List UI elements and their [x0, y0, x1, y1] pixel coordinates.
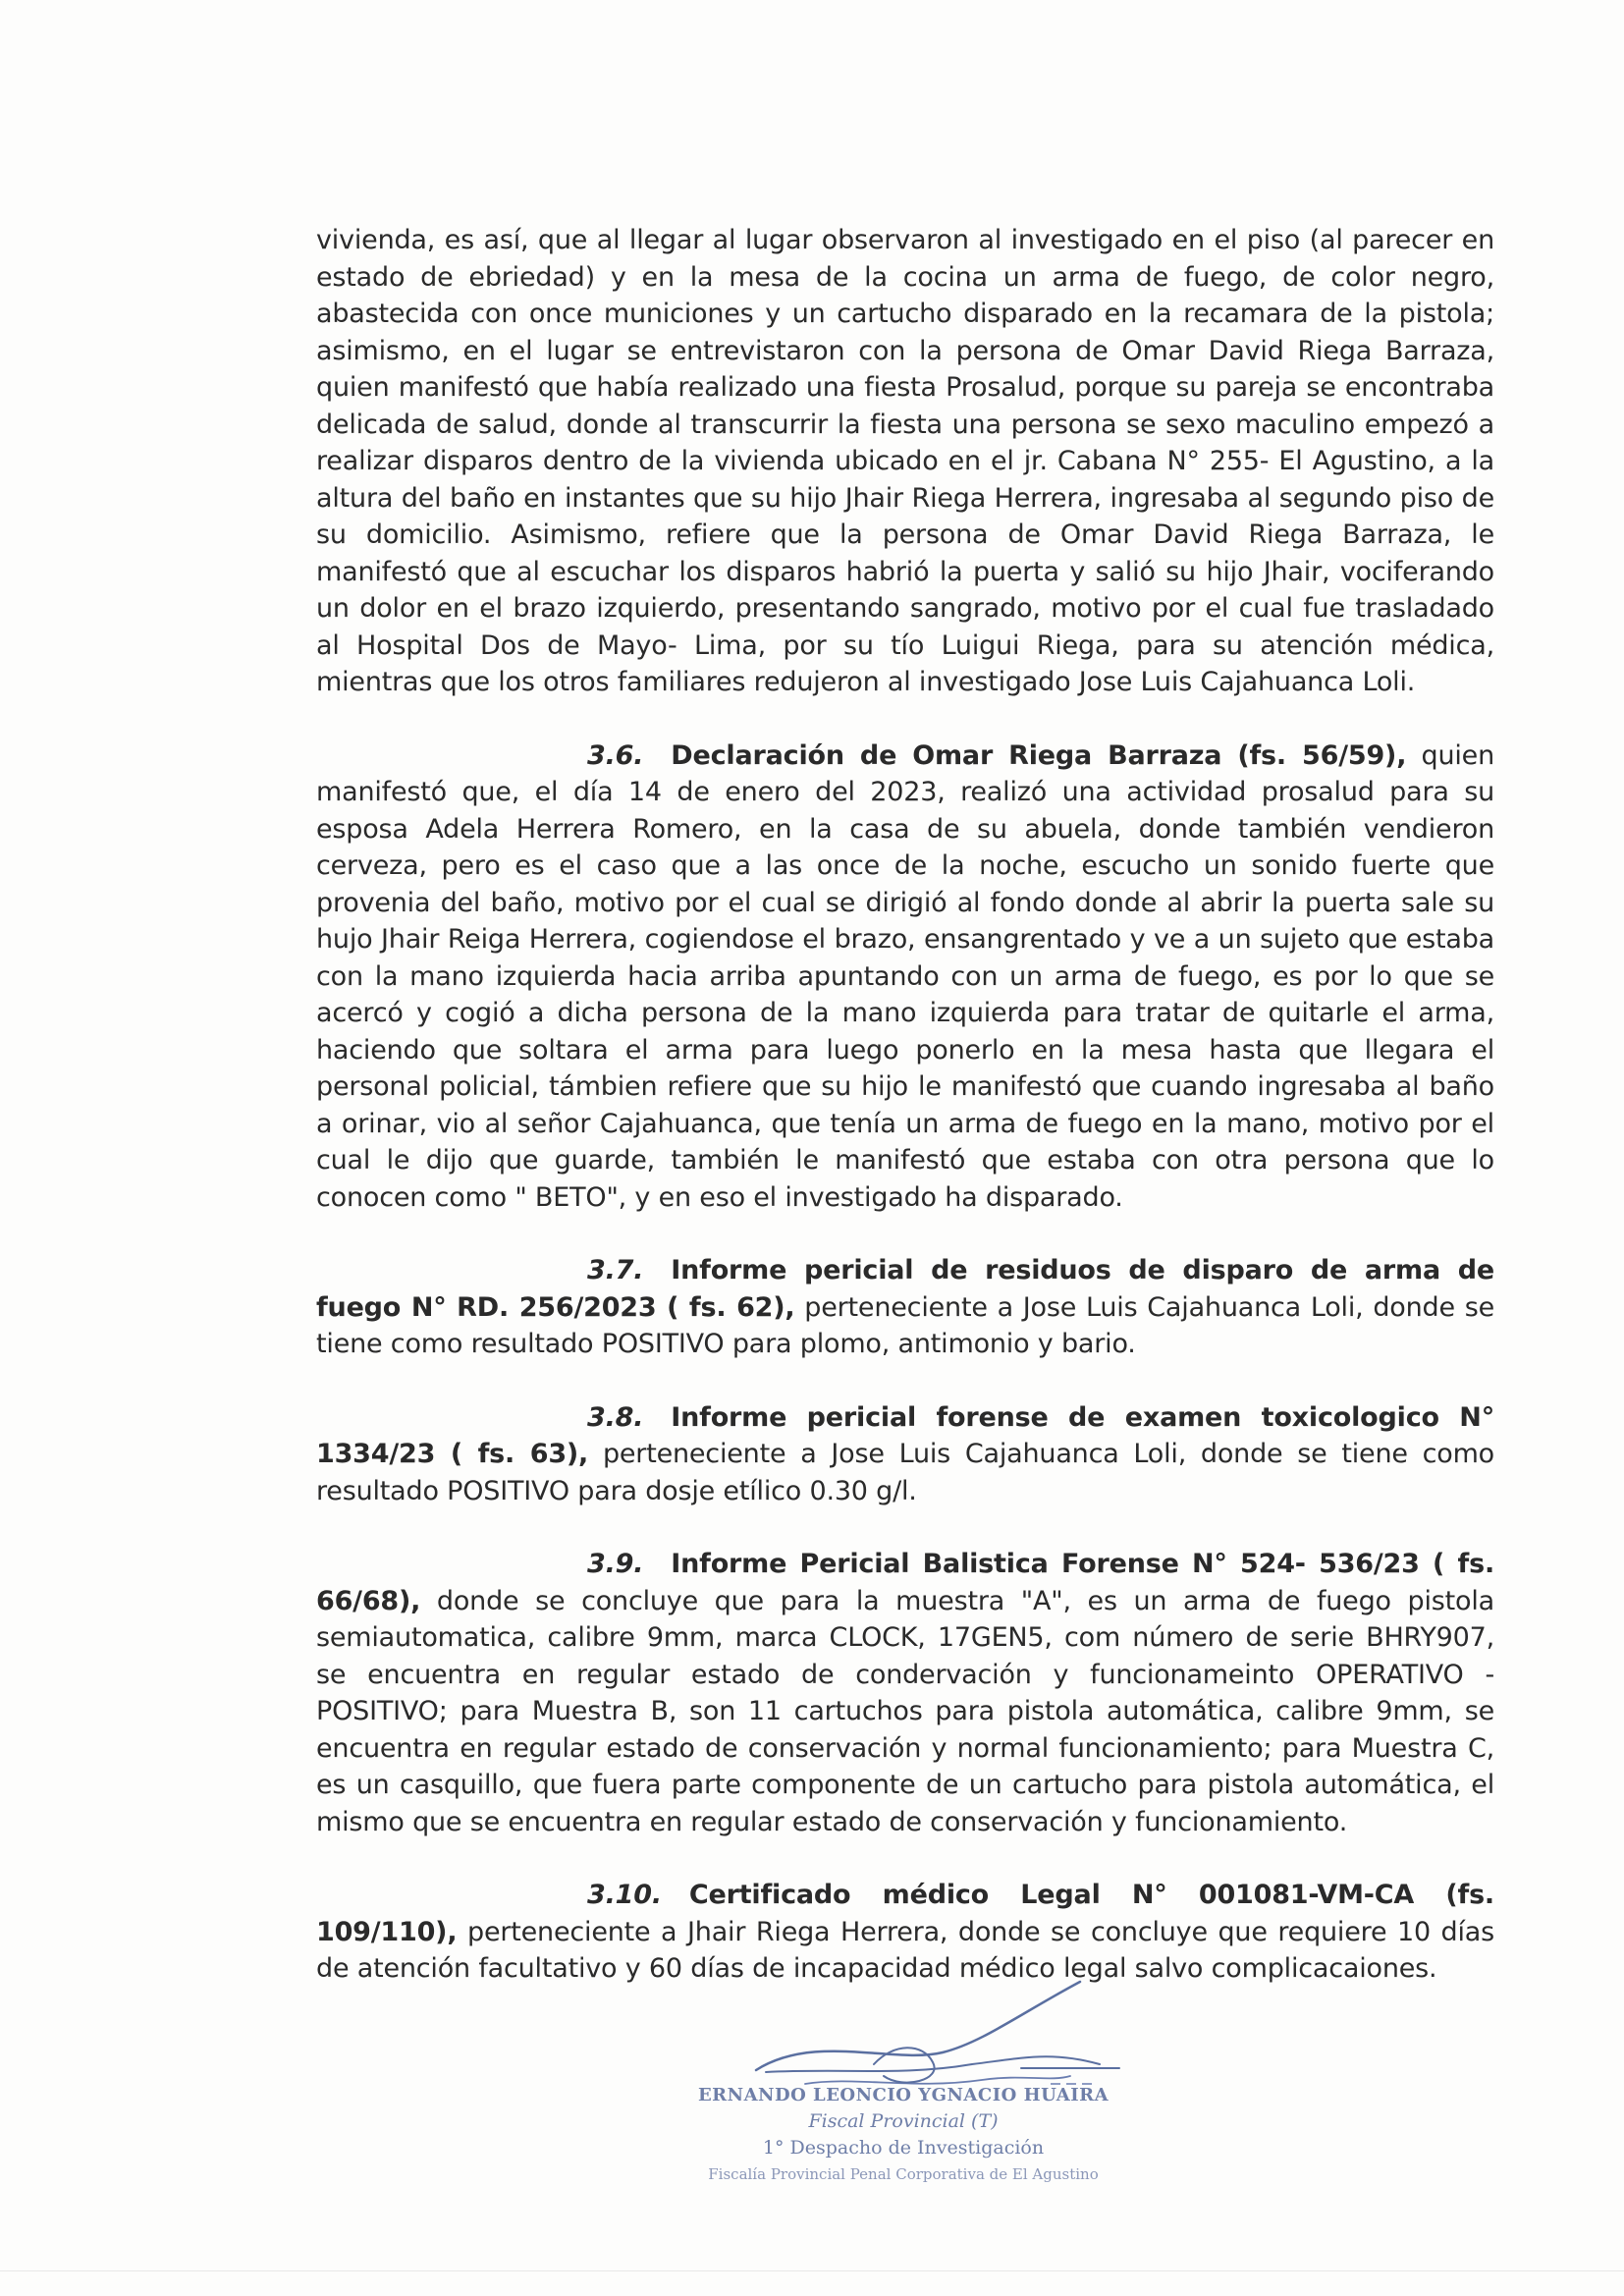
section-heading: Declaración de Omar Riega Barraza (fs. 56/59),: [671, 739, 1407, 771]
section-3-6: [316, 738, 1494, 1217]
section-heading: Informe pericial de residuos de disparo de arma de fuego N° RD. 256/2023 ( fs. 62),: [316, 1255, 1494, 1323]
section-body: perteneciente a Jose Luis Cajahuanca Loli, donde se tiene como resultado POSITIVO para dosje etílico 0.30 g/l.: [316, 1439, 1494, 1506]
stamp-office: 1° Despacho de Investigación: [762, 2137, 1045, 2159]
page-bottom-edge: [0, 2270, 1624, 2271]
official-stamp: [687, 2082, 1119, 2188]
section-heading: Informe Pericial Balistica Forense N° 524- 536/23 ( fs. 66/68),: [316, 1549, 1494, 1616]
section-heading: Certificado médico Legal N° 001081-VM-CA (fs. 109/110),: [316, 1880, 1494, 1947]
intro-paragraph: vivienda, es así, que al llegar al lugar observaron al investigado en el piso (al parecer en estado de ebriedad) y en la mesa de la cocina un arma de fuego, de color negro, abastecida con once municiones y un cartucho disparado en la recamara de la pistola; asimismo, en el lugar se entrevistaron con la persona de Omar David Riega Barraza, quien manifestó que había realizado una fiesta Prosalud, porque su pareja se encontraba delicada de salud, donde al transcurrir la fiesta una persona se sexo maculino empezó a realizar disparos dentro de la vivienda ubicado en el jr. Cabana N° 255- El Agustino, a la altura del baño en instantes que su hijo Jhair Riega Herrera, ingresaba al segundo piso de su domicilio. Asimismo, refiere que la persona de Omar David Riega Barraza, le manifestó que al escuchar los disparos habrió la puerta y salió su hijo Jhair, vociferando un dolor en el brazo izquierdo, presentando sangrado, motivo por el cual fue trasladado al Hospital Dos de Mayo- Lima, por su tío Luigui Riega, para su atención médica, mientras que los otros familiares redujeron al investigado Jose Luis Cajahuanca Loli.: [316, 225, 1494, 697]
signature-stamp-block: [687, 1974, 1119, 2200]
section-number: 3.10.: [587, 1880, 662, 1910]
section-body: perteneciente a Jose Luis Cajahuanca Loli, donde se tiene como resultado POSITIVO para plomo, antimonio y bario.: [316, 1291, 1495, 1359]
section-3-8: [316, 1399, 1494, 1510]
stamp-institution: Fiscalía Provincial Penal Corporativa de El Agustino: [708, 2165, 1099, 2183]
section-body: quien manifestó que, el día 14 de enero del 2023, realizó una actividad prosalud para su esposa Adela Herrera Romero, en la casa de su abuela, donde también vendieron cerveza, pero es el caso que a las once de la noche, escucho un sonido fuerte que provenia del baño, motivo por el cual se dirigió al fondo donde al abrir la puerta sale su hujo Jhair Reiga Herrera, cogiendose el brazo, ensangrentado y ve a un sujeto que estaba con la mano izquierda hacia arriba apuntando con un arma de fuego, es por lo que se acercó y cogió a dicha persona de la mano izquierda para tratar de quitarle el arma, haciendo que soltara el arma para luego ponerlo en la mesa hasta que llegara el personal policial, támbien refiere que su hijo le manifestó que cuando ingresaba al baño a orinar, vio al señor Cajahuanca, que tenía un arma de fuego en la mano, motivo por el cual le dijo que guarde, también le manifestó que estaba con otra persona que lo conocen como " BETO", y en eso el investigado ha disparado.: [316, 739, 1494, 1213]
section-number: 3.7.: [587, 1255, 644, 1285]
section-3-9: [316, 1546, 1494, 1840]
section-number: 3.9.: [587, 1549, 644, 1579]
section-3-10: [316, 1877, 1494, 1988]
section-number: 3.6.: [587, 739, 644, 771]
section-heading: Informe pericial forense de examen toxicologico N° 1334/23 ( fs. 63),: [316, 1401, 1494, 1469]
section-number: 3.8.: [587, 1401, 644, 1433]
section-body: perteneciente a Jhair Riega Herrera, donde se concluye que requiere 10 días de atención facultativo y 60 días de incapacidad médico legal salvo complicacaiones.: [316, 1916, 1494, 1984]
stamp-name: ERNANDO LEONCIO YGNACIO HUAIRA: [697, 2085, 1110, 2105]
section-body: donde se concluye que para la muestra "A", es un arma de fuego pistola semiautomatica, calibre 9mm, marca CLOCK, 17GEN5, com número de serie BHRY907, se encuentra en regular estado de condervación y funcionameinto OPERATIVO - POSITIVO; para Muestra B, son 11 cartuchos para pistola automática, calibre 9mm, se encuentra en regular estado de conservación y normal funcionamiento; para Muestra C, es un casquillo, que fuera parte componente de un cartucho para pistola automática, el mismo que se encuentra en regular estado de conservación y funcionamiento.: [316, 1585, 1494, 1837]
stamp-title: Fiscal Provincial (T): [808, 2110, 999, 2132]
document-body: [316, 222, 1494, 1988]
section-3-7: [316, 1252, 1494, 1363]
